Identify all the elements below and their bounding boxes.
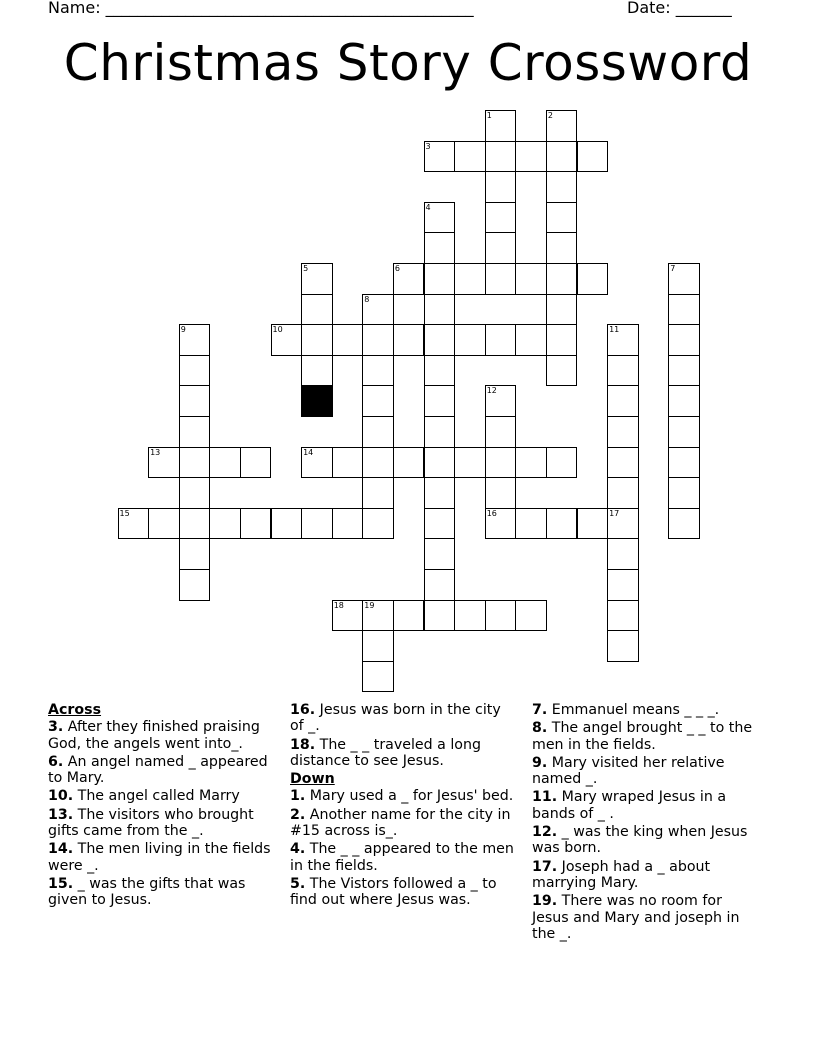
clue-down-12 (532, 824, 760, 857)
grid-cell[interactable] (424, 416, 456, 448)
clue-number: 7. (532, 702, 548, 718)
grid-cell[interactable] (424, 600, 456, 632)
clue-down-9 (532, 755, 760, 788)
grid-cell[interactable] (546, 171, 578, 203)
grid-cell[interactable] (546, 447, 578, 479)
grid-cell[interactable] (332, 447, 364, 479)
clue-number-label: 1 (486, 111, 492, 120)
grid-cell[interactable] (515, 141, 547, 173)
clues-column-1 (48, 702, 276, 911)
clues-column-2 (290, 702, 518, 911)
grid-cell[interactable] (301, 355, 333, 387)
clue-text: An angel named _ appeared to Mary. (48, 753, 268, 787)
clue-down-17 (532, 859, 760, 892)
grid-cell[interactable] (393, 324, 425, 356)
clue-number-label: 10 (272, 325, 283, 335)
grid-cell[interactable] (362, 477, 394, 509)
grid-cell[interactable] (393, 447, 425, 479)
grid-cell[interactable] (546, 355, 578, 387)
grid-cell[interactable] (485, 171, 517, 203)
clue-down-4 (290, 841, 518, 874)
grid-cell[interactable] (577, 141, 609, 173)
grid-cell[interactable] (362, 324, 394, 356)
clue-down-1 (290, 788, 518, 804)
grid-cell[interactable] (362, 508, 394, 540)
clue-number: 8. (532, 720, 548, 737)
grid-cell[interactable] (546, 232, 578, 264)
clue-number: 5. (290, 875, 306, 892)
clue-number: 3. (48, 719, 64, 736)
clue-across-16 (290, 702, 518, 735)
grid-cell[interactable] (332, 600, 364, 632)
grid-cell[interactable] (485, 385, 517, 417)
clue-number: 2. (290, 806, 306, 823)
blocked-cell (301, 385, 333, 417)
grid-cell[interactable] (301, 447, 333, 479)
grid-cell[interactable] (668, 416, 700, 448)
grid-cell[interactable] (424, 232, 456, 264)
grid-cell[interactable] (485, 110, 517, 142)
clue-number-label: 4 (425, 202, 431, 212)
clue-across-3 (48, 719, 276, 752)
grid-cell[interactable] (362, 600, 394, 632)
grid-cell[interactable] (515, 508, 547, 540)
clue-number: 10. (48, 788, 74, 805)
clue-across-18 (290, 737, 518, 770)
grid-cell[interactable] (148, 508, 180, 540)
grid-cell[interactable] (485, 416, 517, 448)
grid-cell[interactable] (301, 508, 333, 540)
clue-number-label: 17 (609, 508, 620, 518)
grid-cell[interactable] (424, 355, 456, 387)
clue-number: 16. (290, 702, 316, 718)
grid-cell[interactable] (515, 263, 547, 295)
grid-cell[interactable] (424, 569, 456, 601)
grid-cell[interactable] (485, 141, 517, 173)
grid-cell[interactable] (607, 355, 639, 387)
clue-number: 6. (48, 753, 64, 770)
grid-cell[interactable] (515, 447, 547, 479)
clue-number: 17. (532, 858, 558, 875)
grid-cell[interactable] (362, 355, 394, 387)
grid-cell[interactable] (362, 294, 394, 326)
clue-text: _ was the king when Jesus was born. (532, 824, 748, 857)
clue-number: 14. (48, 841, 74, 858)
clue-number: 1. (290, 788, 306, 805)
grid-cell[interactable] (301, 294, 333, 326)
grid-cell[interactable] (424, 477, 456, 509)
grid-cell[interactable] (668, 324, 700, 356)
clue-number-label: 15 (119, 508, 130, 518)
grid-cell[interactable] (577, 263, 609, 295)
clue-number: 19. (532, 893, 558, 910)
grid-cell[interactable] (424, 385, 456, 417)
grid-cell[interactable] (668, 447, 700, 479)
grid-cell[interactable] (209, 447, 241, 479)
clue-down-11 (532, 789, 760, 822)
clue-number-label: 5 (303, 264, 309, 273)
grid-cell[interactable] (393, 263, 425, 295)
grid-cell[interactable] (607, 600, 639, 632)
grid-cell[interactable] (607, 538, 639, 570)
clue-down-7 (532, 702, 760, 718)
grid-cell[interactable] (424, 263, 456, 295)
clue-number-label: 13 (150, 447, 161, 457)
grid-cell[interactable] (271, 508, 303, 540)
clue-text: Mary visited her relative named _. (532, 754, 725, 788)
clue-number-label: 12 (486, 386, 497, 396)
grid-cell[interactable] (454, 263, 486, 295)
clue-number-label: 11 (609, 325, 620, 335)
grid-cell[interactable] (668, 355, 700, 387)
clue-across-6 (48, 754, 276, 787)
grid-cell[interactable] (607, 477, 639, 509)
clue-down-5 (290, 876, 518, 909)
grid-cell[interactable] (179, 447, 211, 479)
grid-cell[interactable] (301, 324, 333, 356)
grid-cell[interactable] (179, 355, 211, 387)
grid-cell[interactable] (546, 263, 578, 295)
clue-text: The _ _ appeared to the men in the fields. (290, 841, 514, 874)
grid-cell[interactable] (485, 324, 517, 356)
grid-cell[interactable] (454, 141, 486, 173)
grid-cell[interactable] (424, 508, 456, 540)
clue-text: Mary used a _ for Jesus' bed. (305, 788, 514, 805)
grid-cell[interactable] (301, 263, 333, 295)
grid-cell[interactable] (454, 324, 486, 356)
page-title: Christmas Story Crossword (63, 34, 753, 92)
grid-cell[interactable] (271, 324, 303, 356)
grid-cell[interactable] (607, 447, 639, 479)
grid-cell[interactable] (485, 508, 517, 540)
grid-cell[interactable] (485, 600, 517, 632)
grid-cell[interactable] (668, 294, 700, 326)
grid-cell[interactable] (607, 569, 639, 601)
clue-number: 12. (532, 824, 558, 841)
grid-cell[interactable] (179, 477, 211, 509)
grid-cell[interactable] (179, 508, 211, 540)
grid-cell[interactable] (577, 508, 609, 540)
grid-cell[interactable] (668, 477, 700, 509)
grid-cell[interactable] (424, 202, 456, 234)
clue-down-19 (532, 893, 760, 942)
date-field[interactable]: Date: _______ (627, 0, 732, 17)
grid-cell[interactable] (485, 232, 517, 264)
grid-cell[interactable] (546, 508, 578, 540)
grid-cell[interactable] (240, 447, 272, 479)
clue-number: 9. (532, 754, 548, 771)
clue-across-10 (48, 788, 276, 804)
clue-number: 11. (532, 789, 558, 806)
grid-cell[interactable] (424, 538, 456, 570)
clue-text: _ was the gifts that was given to Jesus. (48, 875, 246, 909)
grid-cell[interactable] (179, 538, 211, 570)
grid-cell[interactable] (424, 447, 456, 479)
clue-number-label: 18 (333, 600, 344, 610)
clue-number-label: 2 (547, 111, 553, 120)
grid-cell[interactable] (424, 324, 456, 356)
grid-cell[interactable] (485, 477, 517, 509)
grid-cell[interactable] (485, 202, 517, 234)
grid-cell[interactable] (209, 508, 241, 540)
grid-cell[interactable] (668, 508, 700, 540)
clue-text: Another name for the city in #15 across is_. (290, 806, 511, 840)
grid-cell[interactable] (607, 385, 639, 417)
clue-across-15 (48, 876, 276, 909)
clue-down-8 (532, 720, 760, 753)
clue-number-label: 16 (486, 508, 497, 518)
clue-text: The angel brought _ _ to the men in the fields. (532, 720, 753, 753)
grid-cell[interactable] (546, 202, 578, 234)
grid-cell[interactable] (546, 324, 578, 356)
clue-number-label: 14 (303, 447, 314, 457)
grid-cell[interactable] (424, 294, 456, 326)
grid-cell[interactable] (454, 600, 486, 632)
grid-cell[interactable] (179, 385, 211, 417)
clue-text: Jesus was born in the city of _. (290, 702, 501, 735)
grid-cell[interactable] (607, 416, 639, 448)
clue-down-2 (290, 807, 518, 840)
clue-number-label: 8 (364, 294, 370, 304)
clue-number-label: 9 (180, 325, 186, 335)
grid-cell[interactable] (546, 141, 578, 173)
down-heading: Down (290, 771, 335, 788)
grid-cell[interactable] (240, 508, 272, 540)
clue-text: There was no room for Jesus and Mary and joseph in the _. (532, 893, 740, 942)
grid-cell[interactable] (546, 294, 578, 326)
clue-number: 4. (290, 841, 306, 858)
grid-cell[interactable] (668, 263, 700, 295)
clue-text: The visitors who brought gifts came from the _. (48, 806, 254, 840)
grid-cell[interactable] (607, 508, 639, 540)
name-field[interactable]: Name: ______________________________________________ (48, 0, 474, 17)
grid-cell[interactable] (362, 661, 394, 693)
clue-number: 13. (48, 806, 74, 823)
clue-number-label: 3 (425, 141, 431, 151)
grid-cell[interactable] (668, 385, 700, 417)
grid-cell[interactable] (362, 385, 394, 417)
clue-number-label: 19 (364, 600, 375, 610)
grid-cell[interactable] (454, 447, 486, 479)
clue-number: 18. (290, 736, 316, 753)
grid-cell[interactable] (332, 324, 364, 356)
grid-cell[interactable] (362, 416, 394, 448)
clue-text: The men living in the fields were _. (48, 841, 271, 874)
grid-cell[interactable] (485, 263, 517, 295)
clue-text: Joseph had a _ about marrying Mary. (532, 858, 711, 891)
clue-across-13 (48, 807, 276, 840)
grid-cell[interactable] (607, 630, 639, 662)
grid-cell[interactable] (515, 600, 547, 632)
clue-number-label: 6 (394, 264, 400, 273)
grid-cell[interactable] (179, 569, 211, 601)
clue-text: After they finished praising God, the angels went into_. (48, 719, 260, 752)
grid-cell[interactable] (607, 324, 639, 356)
grid-cell[interactable] (179, 324, 211, 356)
clue-text: The _ _ traveled a long distance to see Jesus. (290, 736, 481, 769)
clue-text: The angel called Marry (73, 788, 240, 805)
grid-cell[interactable] (362, 630, 394, 662)
clues-column-3 (532, 702, 760, 944)
clue-text: Mary wraped Jesus in a bands of _ . (532, 789, 727, 822)
grid-cell[interactable] (424, 141, 456, 173)
grid-cell[interactable] (179, 416, 211, 448)
clue-across-14 (48, 841, 276, 874)
grid-cell[interactable] (118, 508, 150, 540)
across-heading: Across (48, 702, 102, 718)
grid-cell[interactable] (393, 600, 425, 632)
grid-cell[interactable] (515, 324, 547, 356)
grid-cell[interactable] (485, 447, 517, 479)
clue-text: Emmanuel means _ _ _. (547, 702, 720, 718)
clue-text: The Vistors followed a _ to find out where Jesus was. (290, 875, 497, 909)
clue-number: 15. (48, 875, 74, 892)
grid-cell[interactable] (546, 110, 578, 142)
grid-cell[interactable] (332, 508, 364, 540)
clue-number-label: 7 (670, 264, 676, 273)
grid-cell[interactable] (148, 447, 180, 479)
grid-cell[interactable] (362, 447, 394, 479)
